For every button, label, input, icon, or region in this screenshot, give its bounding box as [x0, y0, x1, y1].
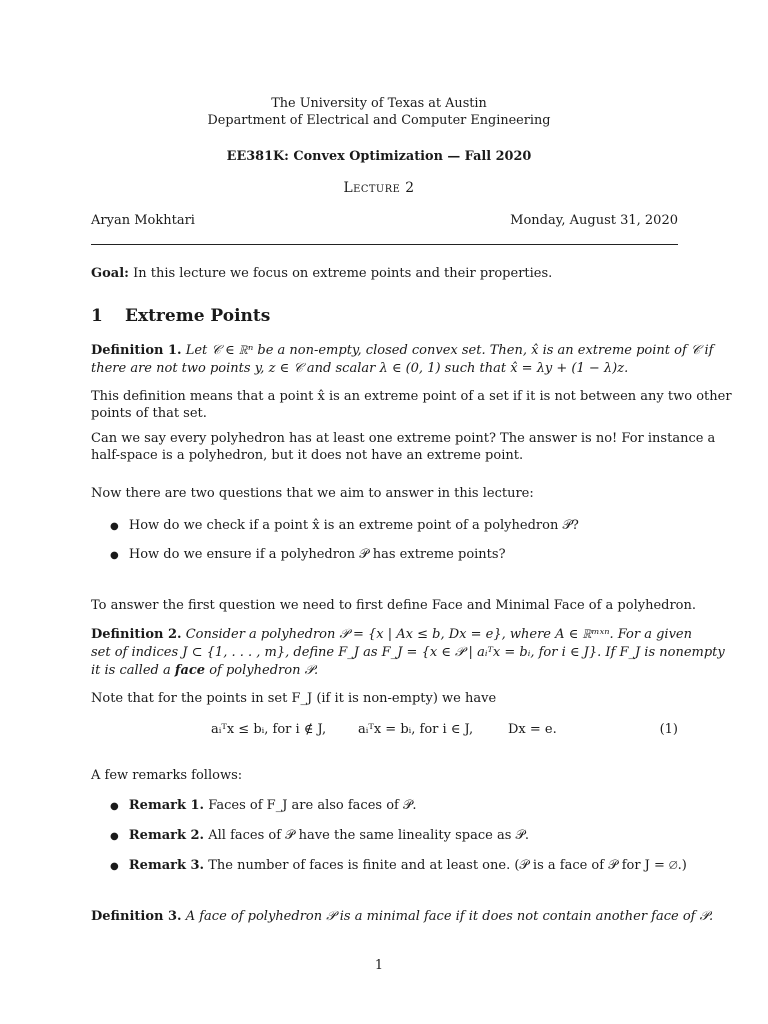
paragraph-definition-meaning-line2: points of that set.	[91, 406, 207, 421]
definition-2-text: Consider a polyhedron 𝒫 = {x | Ax ≤ b, Dx = e}, where A ∈ ℝᵐˣⁿ. For a given	[185, 627, 692, 642]
equation-equality-part: aᵢᵀx = bᵢ, for i ∈ J,	[358, 722, 474, 737]
definition-2-line2: set of indices J ⊂ {1, . . . , m}, define F_J as F_J = {x ∈ 𝒫 | aᵢᵀx = bᵢ, for i ∈ J}. If F_J is nonempty	[91, 645, 725, 660]
paragraph-definition-meaning-line1: This definition means that a point x̂ is an extreme point of a set if it is not between any two other	[91, 389, 732, 404]
remark-label: Remark 3.	[128, 858, 205, 873]
goal-text: In this lecture we focus on extreme points and their properties.	[133, 266, 553, 281]
definition-3	[91, 909, 713, 924]
paragraph-face-points: Note that for the points in set F_J (if it is non-empty) we have	[91, 691, 497, 706]
remark-text: Faces of F_J are also faces of 𝒫.	[208, 798, 417, 813]
paragraph-two-questions: Now there are two questions that we aim to answer in this lecture:	[91, 486, 534, 501]
bullet-icon: ●	[110, 550, 119, 561]
question-text: How do we check if a point x̂ is an extreme point of a polyhedron 𝒫?	[128, 518, 579, 533]
bullet-icon: ●	[110, 521, 119, 532]
author-name: Aryan Mokhtari	[91, 213, 195, 228]
university-name: The University of Texas at Austin	[271, 96, 487, 111]
equation-number: (1)	[659, 722, 678, 737]
equation-inequality-part: aᵢᵀx ≤ bᵢ, for i ∉ J,	[211, 722, 327, 737]
remark-label: Remark 1.	[128, 798, 205, 813]
definition-2-face-term: face	[174, 663, 206, 678]
definition-3-text: A face of polyhedron 𝒫 is a minimal face if it does not contain another face of 𝒫.	[185, 909, 714, 924]
remark-list-item	[110, 858, 687, 873]
question-list-item	[110, 547, 506, 562]
definition-1-line2: there are not two points y, z ∈ 𝒞 and scalar λ ∈ (0, 1) such that x̂ = λy + (1 − λ)z.	[91, 361, 629, 376]
department-name: Department of Electrical and Computer Engineering	[207, 113, 551, 128]
definition-2-line3	[91, 663, 318, 678]
paragraph-face-intro: To answer the first question we need to first define Face and Minimal Face of a polyhedron.	[91, 598, 697, 613]
definition-1-text: Let 𝒞 ∈ ℝⁿ be a non-empty, closed convex set. Then, x̂ is an extreme point of 𝒞 if	[185, 343, 714, 358]
paragraph-polyhedron-question-line2: half-space is a polyhedron, but it does not have an extreme point.	[91, 448, 524, 463]
section-heading	[91, 306, 270, 326]
definition-1-label: Definition 1.	[91, 343, 182, 358]
lecture-label: Lecture 2	[343, 180, 415, 196]
definition-2-line3-pre: it is called a	[91, 663, 171, 678]
section-title: Extreme Points	[124, 306, 271, 326]
definition-1-line1	[91, 343, 713, 358]
bullet-icon: ●	[110, 831, 119, 842]
goal-paragraph	[91, 266, 552, 281]
paragraph-remarks-intro: A few remarks follows:	[91, 768, 243, 783]
remark-label: Remark 2.	[128, 828, 205, 843]
paragraph-polyhedron-question-line1: Can we say every polyhedron has at least one extreme point? The answer is no! For instance a	[91, 431, 716, 446]
lecture-date: Monday, August 31, 2020	[510, 213, 678, 228]
definition-2-label: Definition 2.	[91, 627, 182, 642]
remark-list-item	[110, 828, 529, 843]
definition-3-label: Definition 3.	[91, 909, 182, 924]
bullet-icon: ●	[110, 861, 119, 872]
section-number: 1	[91, 306, 103, 326]
goal-label: Goal:	[91, 266, 129, 281]
remark-list-item	[110, 798, 416, 813]
question-text: How do we ensure if a polyhedron 𝒫 has extreme points?	[128, 547, 506, 562]
equation-dx-part: Dx = e.	[508, 722, 557, 737]
question-list-item	[110, 518, 579, 533]
remark-text: The number of faces is finite and at least one. (𝒫 is a face of 𝒫 for J = ∅.)	[208, 858, 687, 873]
page-number: 1	[374, 958, 384, 973]
bullet-icon: ●	[110, 801, 119, 812]
course-title: EE381K: Convex Optimization — Fall 2020	[226, 149, 532, 164]
definition-2-line1	[91, 627, 692, 642]
remark-text: All faces of 𝒫 have the same lineality space as 𝒫.	[208, 828, 530, 843]
definition-2-line3-post: of polyhedron 𝒫.	[209, 663, 319, 678]
header-divider	[91, 244, 678, 245]
